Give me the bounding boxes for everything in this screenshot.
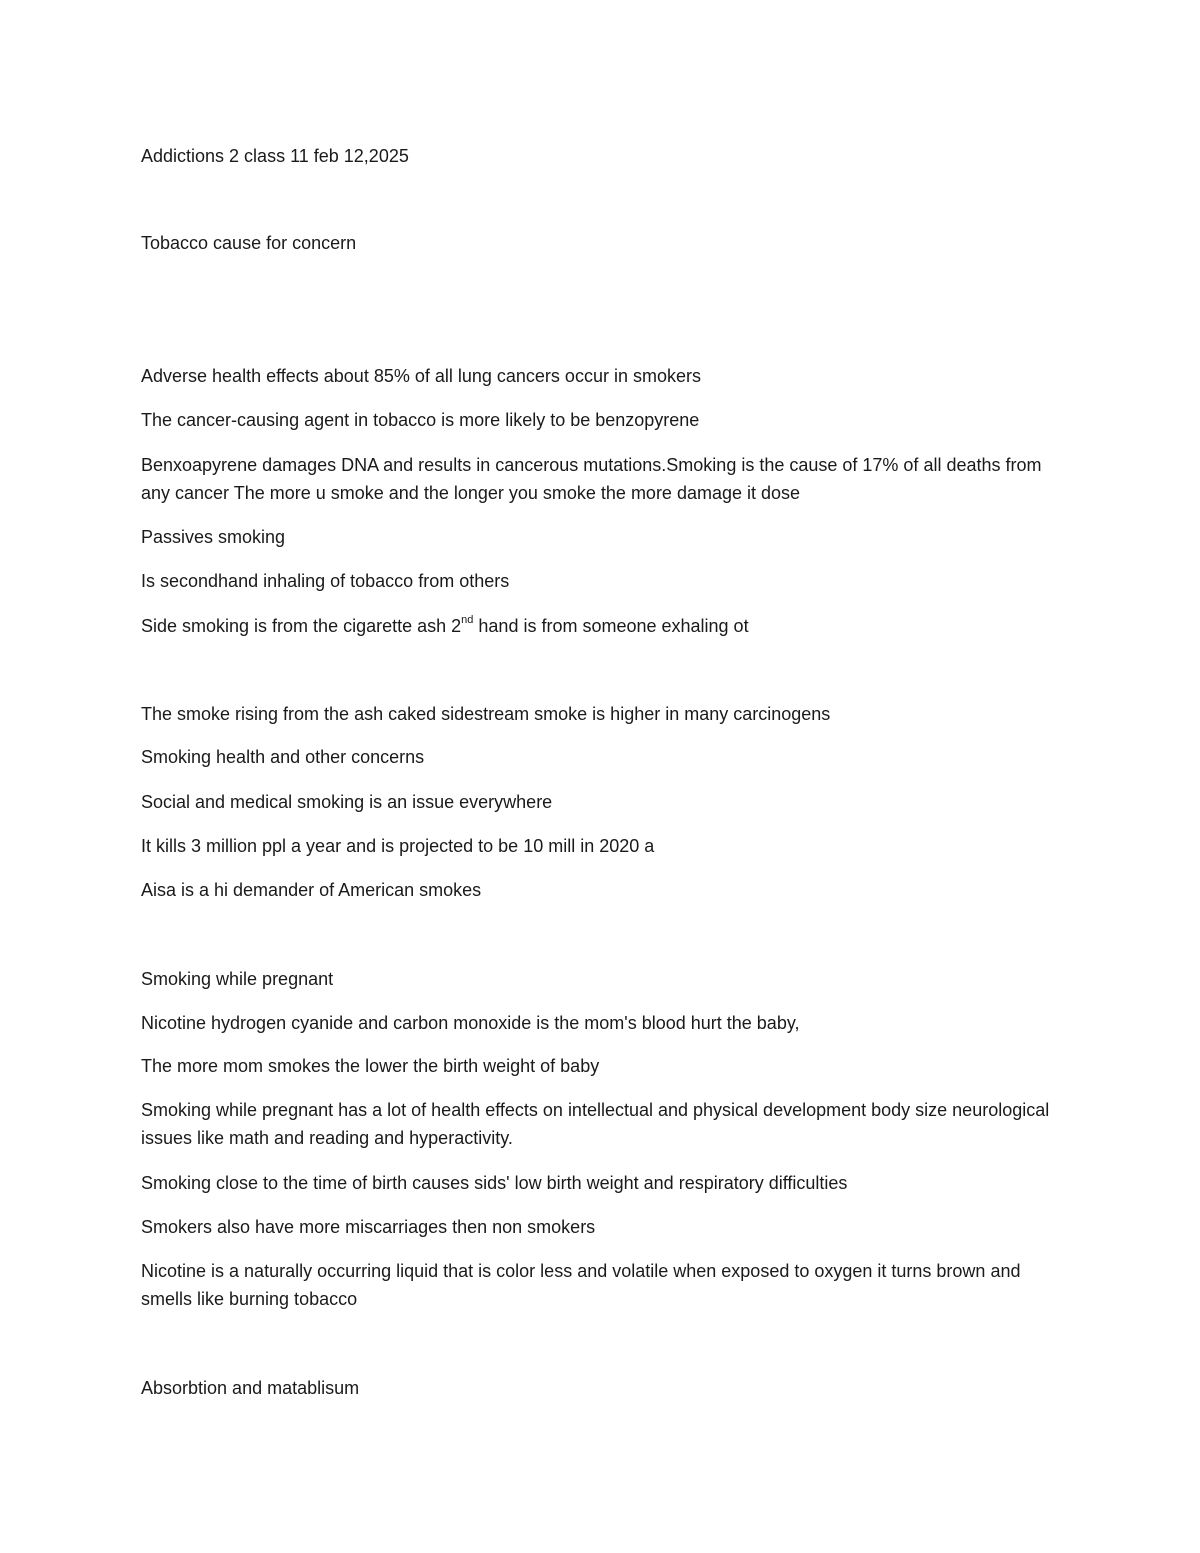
paragraph-line: Nicotine hydrogen cyanide and carbon monoxide is the mom's blood hurt the baby, [141,1013,800,1033]
ordinal-suffix: nd [461,614,474,626]
paragraph-line: Is secondhand inhaling of tobacco from others [141,571,510,591]
side-smoking-text: Side smoking is from the cigarette ash 2 [141,616,462,636]
paragraph-line: Smokers also have more miscarriages then non smokers [141,1217,596,1237]
side-smoking-text-end: hand is from someone exhaling ot [473,616,749,636]
document-title: Addictions 2 class 11 feb 12,2025 [141,146,409,166]
paragraph-line: Aisa is a hi demander of American smokes [141,880,482,900]
paragraph-line: The smoke rising from the ash caked sidestream smoke is higher in many carcinogens [141,704,831,724]
paragraph-line: Smoking while pregnant [141,969,334,989]
paragraph-line: Social and medical smoking is an issue everywhere [141,792,553,812]
document-subtitle: Tobacco cause for concern [141,233,357,253]
paragraph-line: Adverse health effects about 85% of all lung cancers occur in smokers [141,366,701,386]
paragraph-line: It kills 3 million ppl a year and is projected to be 10 mill in 2020 a [141,836,655,856]
paragraph-line: The more mom smokes the lower the birth weight of baby [141,1056,600,1076]
paragraph-line: Benxoapyrene damages DNA and results in cancerous mutations.Smoking is the cause of 17% of all deaths from any cancer The more u smoke and the longer you smoke the more damage it dose [141,455,1042,503]
paragraph-line: Nicotine is a naturally occurring liquid that is color less and volatile when exposed to oxygen it turns brown and smells like burning tobacco [141,1261,1021,1309]
paragraph-line: The cancer-causing agent in tobacco is more likely to be benzopyrene [141,410,700,430]
paragraph-line: Passives smoking [141,527,286,547]
paragraph-line: Smoking health and other concerns [141,747,425,767]
section-heading: Absorbtion and matablisum [141,1378,360,1398]
paragraph-line: Smoking while pregnant has a lot of health effects on intellectual and physical development body size neurological issues like math and reading and hyperactivity. [141,1100,1050,1148]
paragraph-line: Smoking close to the time of birth causes sids' low birth weight and respiratory difficulties [141,1173,848,1193]
paragraph-line-side-smoking [141,612,1061,640]
